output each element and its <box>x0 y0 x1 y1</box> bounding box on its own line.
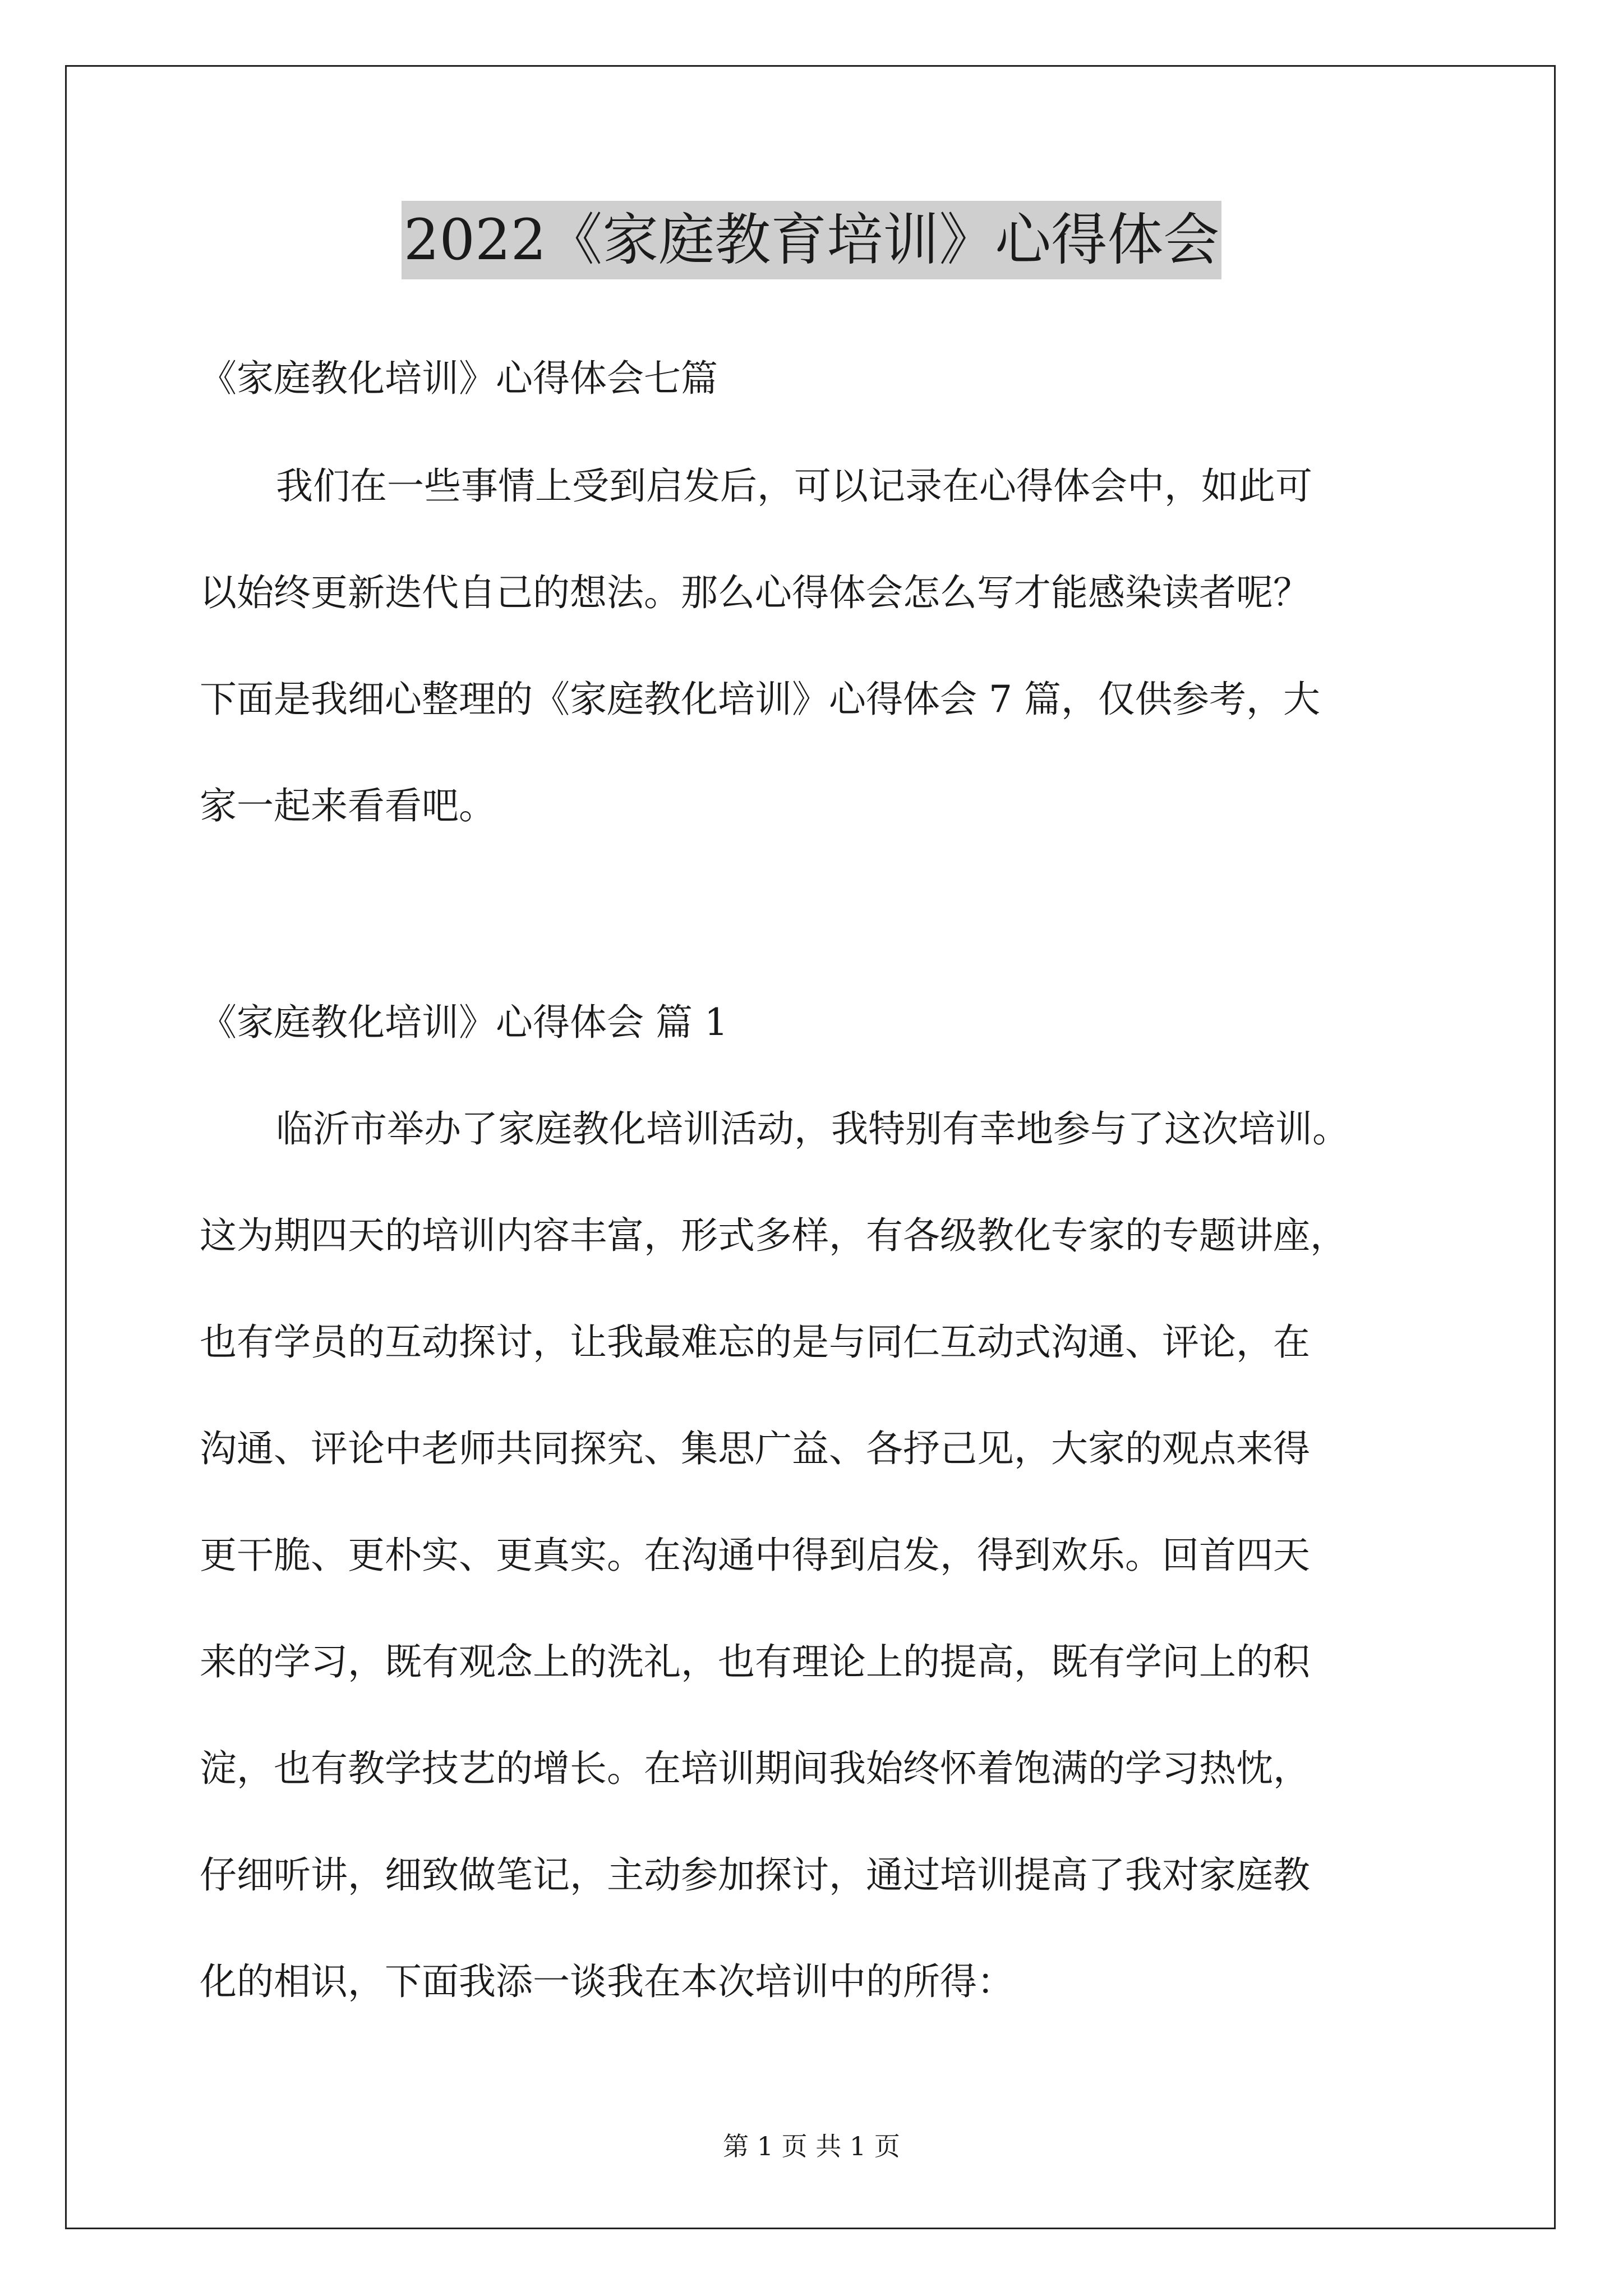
section-line: 沟通、评论中老师共同探究、集思广益、各抒己见，大家的观点来得 <box>200 1427 1310 1470</box>
section-line: 仔细听讲，细致做笔记，主动参加探讨，通过培训提高了我对家庭教 <box>200 1853 1310 1897</box>
intro-line: 下面是我细心整理的《家庭教化培训》心得体会 7 篇，仅供参考，大 <box>200 678 1320 721</box>
section-heading: 《家庭教化培训》心得体会 篇 1 <box>200 1001 728 1044</box>
section-line: 这为期四天的培训内容丰富，形式多样，有各级教化专家的专题讲座， <box>200 1214 1347 1257</box>
document-title-text: 2022《家庭教育培训》心得体会 <box>402 201 1222 279</box>
section-line: 更干脆、更朴实、更真实。在沟通中得到启发，得到欢乐。回首四天 <box>200 1534 1310 1577</box>
document-subtitle: 《家庭教化培训》心得体会七篇 <box>200 357 718 400</box>
section-line: 也有学员的互动探讨，让我最难忘的是与同仁互动式沟通、评论，在 <box>200 1320 1310 1364</box>
section-line: 临沂市举办了家庭教化培训活动，我特别有幸地参与了这次培训。 <box>276 1107 1349 1151</box>
section-line: 化的相识，下面我添一谈我在本次培训中的所得： <box>200 1960 1014 2003</box>
intro-line: 以始终更新迭代自己的想法。那么心得体会怎么写才能感染读者呢？ <box>200 571 1310 614</box>
section-line: 来的学习，既有观念上的洗礼，也有理论上的提高，既有学问上的积 <box>200 1640 1310 1683</box>
section-line: 淀，也有教学技艺的增长。在培训期间我始终怀着饱满的学习热忱， <box>200 1747 1310 1790</box>
intro-line: 我们在一些事情上受到启发后，可以记录在心得体会中，如此可 <box>276 464 1312 508</box>
intro-line: 家一起来看看吧。 <box>200 784 496 827</box>
document-title <box>0 201 1623 279</box>
page-footer: 第 1 页 共 1 页 <box>723 2131 900 2161</box>
